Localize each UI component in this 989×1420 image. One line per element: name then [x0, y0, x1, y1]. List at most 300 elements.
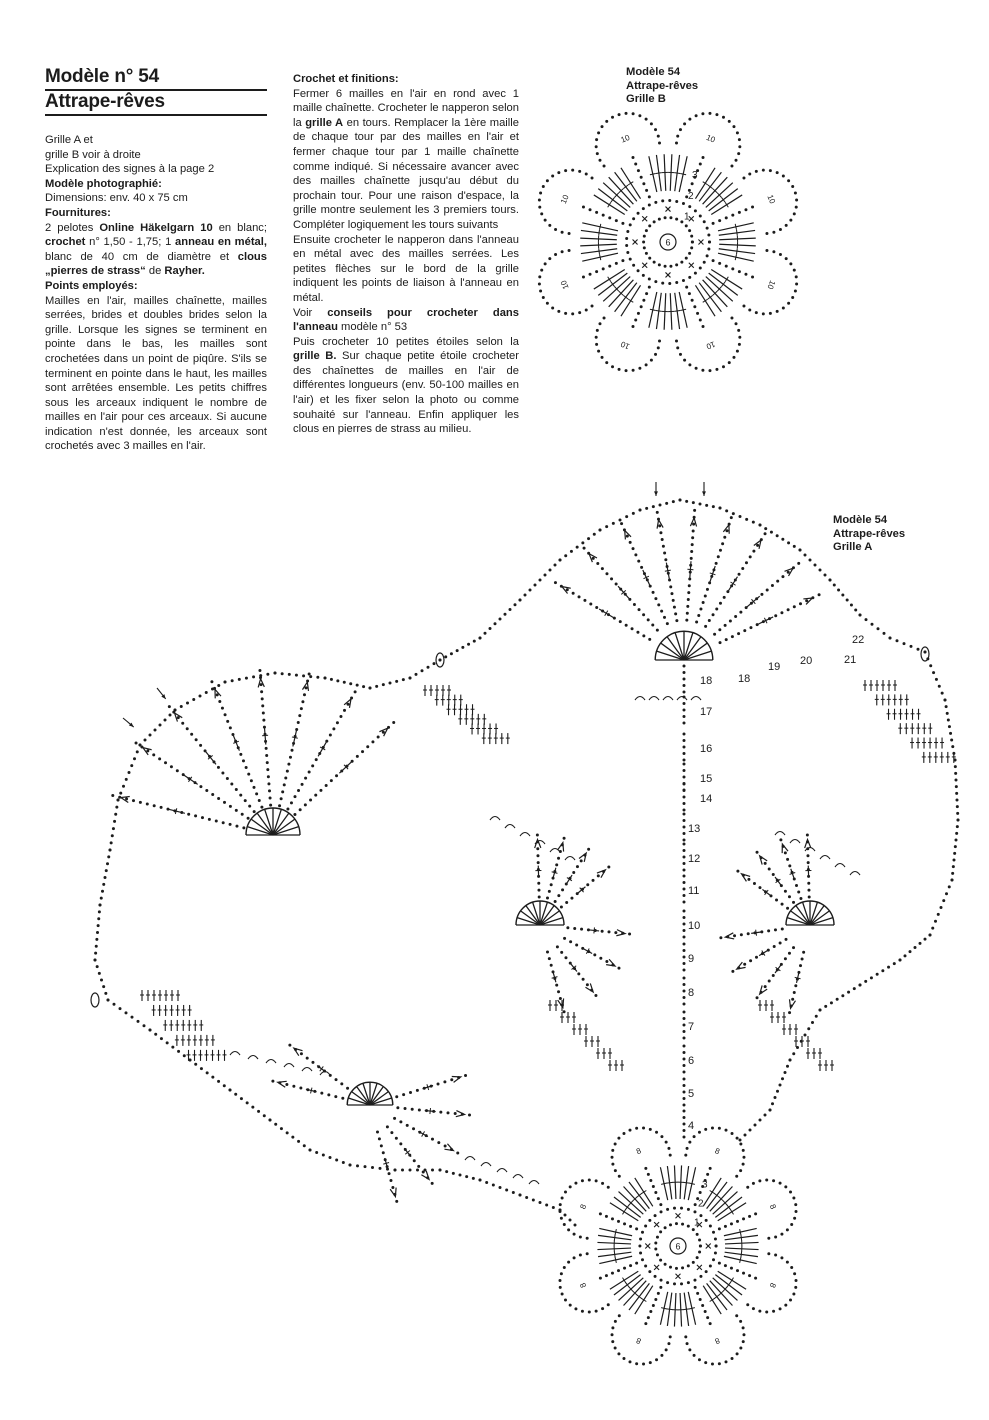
chain-stitch: [683, 763, 686, 766]
chain-stitch: [690, 550, 693, 553]
chain-stitch: [266, 761, 269, 764]
chain-stitch: [747, 932, 750, 935]
chain-stitch: [751, 205, 754, 208]
chain-stitch: [742, 1333, 745, 1336]
chain-stitch: [949, 732, 952, 735]
row-number: 21: [844, 654, 857, 666]
chain-stitch: [199, 695, 202, 698]
chain-stitch: [637, 269, 640, 272]
chain-stitch: [595, 606, 598, 609]
chain-stitch: [745, 561, 748, 564]
chain-stitch: [578, 595, 581, 598]
chain-stitch: [683, 769, 686, 772]
chain-stitch: [640, 566, 643, 569]
chain-stitch: [154, 729, 157, 732]
fan-stitch: [265, 809, 273, 835]
chain-stitch: [314, 794, 317, 797]
chain-stitch: [104, 992, 107, 995]
chain-stitch: [795, 1210, 798, 1213]
chain-stitch: [564, 1214, 567, 1217]
chain-stitch: [793, 1217, 796, 1220]
chain-stitch: [735, 159, 738, 162]
chain-stitch: [781, 538, 784, 541]
chain-stitch: [250, 779, 253, 782]
treble-crossbar: [730, 1278, 733, 1283]
chain-stitch: [683, 759, 686, 762]
chain-stitch: [377, 736, 380, 739]
chain-stitch: [559, 1203, 562, 1206]
chain-stitch: [795, 275, 798, 278]
chain-stitch: [706, 254, 709, 257]
chain-stitch: [736, 1137, 739, 1140]
chain-stitch: [945, 705, 948, 708]
row-number: 15: [700, 773, 713, 785]
chain-stitch: [668, 199, 671, 202]
chain-stitch: [119, 792, 122, 795]
chain-stitch: [190, 733, 193, 736]
chain-stitch: [683, 1084, 686, 1087]
chain-stitch: [192, 698, 195, 701]
chain-stitch: [341, 1097, 344, 1100]
shell-stitch: [266, 1060, 276, 1064]
chain-stitch: [598, 159, 601, 162]
chain-stitch: [953, 852, 956, 855]
chain-stitch: [597, 874, 600, 877]
chain-stitch: [791, 998, 794, 1001]
chain-stitch: [706, 227, 709, 230]
chain-stitch: [883, 632, 886, 635]
arc-count: 10: [765, 193, 778, 206]
chain-stitch: [484, 632, 487, 635]
fan-stitch: [661, 643, 684, 660]
supplies-t3: n° 1,50 - 1,75; 1: [85, 236, 176, 249]
chain-stitch: [260, 683, 263, 686]
chain-stitch: [557, 990, 560, 993]
chain-stitch: [139, 744, 142, 747]
chain-stitch: [554, 253, 557, 256]
chain-stitch: [654, 128, 657, 131]
chain-stitch: [893, 962, 896, 965]
chain-stitch: [431, 1182, 434, 1185]
chain-stitch: [654, 1248, 657, 1251]
chain-stitch: [260, 806, 263, 809]
chain-stitch: [786, 1261, 789, 1264]
chain-stitch: [611, 365, 614, 368]
chain-stitch: [657, 346, 660, 349]
chain-stitch: [561, 250, 564, 253]
chain-stitch: [394, 1169, 397, 1172]
chain-stitch: [688, 276, 691, 279]
chain-stitch: [650, 359, 653, 362]
chain-stitch: [343, 709, 346, 712]
chain-stitch: [631, 325, 634, 328]
supplies-yarn: Online Häkelgarn 10: [99, 221, 213, 234]
chain-stitch: [683, 671, 686, 674]
chain-stitch: [619, 519, 622, 522]
chain-stitch: [755, 311, 758, 314]
connection-arrow-head: [702, 491, 706, 496]
chain-stitch: [611, 1149, 614, 1152]
chain-stitch: [229, 726, 232, 729]
chain-stitch: [244, 799, 247, 802]
chain-stitch: [625, 244, 628, 247]
chain-stitch: [742, 1326, 745, 1329]
treble-crossbar: [741, 1235, 742, 1241]
chain-stitch: [752, 1182, 755, 1185]
chain-stitch: [786, 907, 789, 910]
chain-stitch: [683, 856, 686, 859]
chain-stitch: [102, 985, 105, 988]
chain-stitch: [654, 201, 657, 204]
chain-stitch: [799, 964, 802, 967]
chain-stitch: [329, 734, 332, 737]
chain-stitch: [661, 538, 664, 541]
chain-stitch: [287, 763, 290, 766]
chain-stitch: [749, 959, 752, 962]
chain-stitch: [265, 747, 268, 750]
chain-stitch: [723, 596, 726, 599]
chain-stitch: [709, 1167, 712, 1170]
chain-stitch: [789, 1299, 792, 1302]
chain-stitch: [683, 1037, 686, 1040]
chain-stitch: [704, 1361, 707, 1364]
shell-stitch: [635, 697, 645, 701]
treble-crossbar: [641, 1298, 646, 1301]
chain-stitch: [718, 1262, 721, 1265]
chain-stitch: [747, 878, 750, 881]
treble-crossbar: [689, 1308, 695, 1309]
chain-stitch: [617, 1137, 620, 1140]
chain-stitch: [725, 1129, 728, 1132]
row-number: 4: [688, 1120, 695, 1132]
chain-stitch: [637, 169, 640, 172]
chain-stitch: [416, 1169, 419, 1172]
chain-stitch: [309, 799, 312, 802]
chain-stitch: [675, 619, 678, 622]
chain-stitch: [512, 1191, 515, 1194]
chain-stitch: [278, 804, 281, 807]
treble-crossbar: [735, 224, 736, 230]
chain-stitch: [187, 813, 190, 816]
chain-stitch: [782, 175, 785, 178]
row-number: 17: [700, 706, 713, 718]
chain-stitch: [97, 917, 100, 920]
chain-stitch: [642, 1363, 645, 1366]
chain-stitch: [663, 616, 666, 619]
chain-stitch: [265, 754, 268, 757]
chain-stitch: [245, 677, 248, 680]
chain-stitch: [241, 813, 244, 816]
chain-stitch: [701, 369, 704, 372]
chain-stitch: [101, 890, 104, 893]
chain-stitch: [942, 899, 945, 902]
chain-stitch: [595, 211, 598, 214]
chain-stitch: [669, 585, 672, 588]
treble-crossbar: [599, 254, 600, 260]
chain-stitch: [719, 602, 722, 605]
chain-stitch: [683, 691, 686, 694]
treble-crossbar: [175, 808, 176, 814]
chain-stitch: [636, 631, 639, 634]
chain-stitch: [683, 1116, 686, 1119]
treble-crossbar: [741, 1251, 742, 1257]
grid-a-pattern: [91, 482, 960, 1227]
chain-stitch: [539, 1201, 542, 1204]
chain-stitch: [739, 1142, 742, 1145]
chain-stitch: [708, 241, 711, 244]
chain-stitch: [651, 624, 654, 627]
chain-stitch: [940, 906, 943, 909]
chain-stitch: [762, 312, 765, 315]
chain-stitch: [685, 619, 688, 622]
chain-stitch: [291, 1136, 294, 1139]
treble-crossbar: [599, 224, 600, 230]
treble-crossbar: [615, 1257, 616, 1263]
chain-stitch: [709, 1224, 712, 1227]
chain-stitch: [683, 359, 686, 362]
chain-stitch: [687, 1281, 690, 1284]
chain-stitch: [924, 651, 927, 654]
chain-stitch: [153, 804, 156, 807]
chain-stitch: [722, 365, 725, 368]
chain-stitch: [717, 555, 720, 558]
chain-stitch: [109, 849, 112, 852]
chain-stitch: [283, 783, 286, 786]
finishing-advice-ref: conseils pour crocheter dans l'anneau: [293, 306, 519, 334]
chain-stitch: [691, 241, 694, 244]
chain-stitch: [663, 551, 666, 554]
chain-stitch: [691, 299, 694, 302]
chain-stitch: [683, 1129, 686, 1132]
chain-stitch: [685, 500, 688, 503]
chain-stitch: [865, 618, 868, 621]
chain-stitch: [615, 219, 618, 222]
supplies-hook: crochet: [45, 236, 86, 249]
chain-stitch: [756, 851, 759, 854]
treble-crossbar: [614, 1251, 615, 1257]
chain-stitch: [776, 1090, 779, 1093]
chain-stitch: [574, 1182, 577, 1185]
treble-crossbar: [628, 299, 633, 302]
chain-stitch: [793, 269, 796, 272]
chain-stitch: [681, 1223, 684, 1226]
chain-stitch: [772, 1310, 775, 1313]
chain-stitch: [699, 607, 702, 610]
shell-stitch: [775, 832, 785, 836]
chain-stitch: [694, 1286, 697, 1289]
chain-stitch: [859, 614, 862, 617]
chain-stitch: [665, 1348, 668, 1351]
chain-stitch: [731, 214, 734, 217]
chain-stitch: [721, 542, 724, 545]
chain-stitch: [605, 1274, 608, 1277]
chain-stitch: [231, 679, 234, 682]
chain-stitch: [199, 785, 202, 788]
chain-stitch: [781, 575, 784, 578]
chain-stitch: [956, 812, 959, 815]
chain-stitch: [588, 1310, 591, 1313]
chain-stitch: [539, 192, 542, 195]
chain-stitch: [626, 251, 629, 254]
chain-stitch: [688, 229, 691, 232]
chain-stitch: [955, 832, 958, 835]
chain-stitch: [211, 793, 214, 796]
chain-stitch: [792, 901, 795, 904]
treble-crossbar: [703, 299, 708, 302]
treble-crossbar: [689, 1183, 695, 1184]
chain-stitch: [580, 859, 583, 862]
chain-stitch: [948, 885, 951, 888]
chain-stitch: [563, 1266, 566, 1269]
chain-stitch: [226, 720, 229, 723]
chain-stitch: [683, 1058, 686, 1061]
chain-stitch: [692, 523, 695, 526]
chain-stitch: [688, 577, 691, 580]
chain-stitch: [738, 573, 741, 576]
chain-stitch: [770, 531, 773, 534]
chain-stitch: [744, 1134, 747, 1137]
chain-stitch: [683, 832, 686, 835]
chain-stitch: [183, 1054, 186, 1057]
chain-stitch: [679, 128, 682, 131]
chain-stitch: [205, 789, 208, 792]
chain-stitch: [683, 678, 686, 681]
chain-stitch: [594, 994, 597, 997]
shell-stitch: [248, 1056, 258, 1060]
row-number: 20: [800, 655, 813, 667]
chain-stitch: [564, 312, 567, 315]
chain-stitch: [539, 289, 542, 292]
chain-stitch: [712, 222, 715, 225]
chain-stitch: [298, 714, 301, 717]
fan-stitch: [684, 651, 711, 660]
chain-stitch: [587, 848, 590, 851]
chain-stitch: [315, 758, 318, 761]
finishing-grid-b-ref: grille B.: [293, 350, 337, 363]
chain-stitch: [715, 1245, 718, 1248]
chain-stitch: [956, 825, 959, 828]
chain-stitch: [300, 1052, 303, 1055]
chain-stitch: [550, 883, 553, 886]
chain-stitch: [758, 886, 761, 889]
chain-stitch: [785, 224, 788, 227]
chain-stitch: [514, 603, 517, 606]
chain-stitch: [297, 789, 300, 792]
chain-stitch: [771, 584, 774, 587]
chain-stitch: [752, 550, 755, 553]
supplies-t5: de: [145, 265, 165, 278]
chain-stitch: [725, 1360, 728, 1363]
treble-crossbar: [674, 311, 680, 312]
chain-stitch: [302, 674, 305, 677]
chain-stitch: [637, 312, 640, 315]
chain-stitch: [632, 512, 635, 515]
chain-stitch: [739, 611, 742, 614]
chain-stitch: [754, 1212, 757, 1215]
chain-stitch: [742, 1156, 745, 1159]
chain-stitch: [683, 869, 686, 872]
chain-stitch: [644, 1265, 647, 1268]
row-number: 11: [688, 885, 700, 897]
chain-stitch: [538, 199, 541, 202]
chain-stitch: [683, 1030, 686, 1033]
chain-stitch: [238, 678, 241, 681]
chain-stitch: [454, 1112, 457, 1115]
chain-stitch: [683, 1123, 686, 1126]
chain-stitch: [467, 643, 470, 646]
chain-stitch: [99, 904, 102, 907]
chain-stitch: [605, 525, 608, 528]
chain-stitch: [850, 604, 853, 607]
chain-stitch: [929, 934, 932, 937]
chain-stitch: [742, 304, 745, 307]
chain-stitch: [759, 524, 762, 527]
chain-stitch: [748, 1274, 751, 1277]
chain-stitch: [792, 946, 795, 949]
chain-stitch: [788, 952, 791, 955]
chain-stitch: [683, 962, 686, 965]
supplies-t4: blanc de 40 cm de diamètre et: [45, 250, 238, 263]
chain-stitch: [787, 541, 790, 544]
chain-stitch: [675, 142, 678, 145]
chain-stitch: [586, 983, 589, 986]
chain-stitch: [788, 895, 791, 898]
chain-stitch: [683, 1024, 686, 1027]
chain-stitch: [657, 1292, 660, 1295]
chain-stitch: [693, 509, 696, 512]
chain-stitch: [554, 900, 557, 903]
chain-stitch: [223, 1084, 226, 1087]
chain-stitch: [371, 1166, 374, 1169]
chain-stitch: [653, 220, 656, 223]
arc-count: 8: [713, 1335, 722, 1346]
chain-stitch: [607, 866, 610, 869]
chain-stitch: [745, 518, 748, 521]
chain-stitch: [701, 112, 704, 115]
chain-stitch: [661, 199, 664, 202]
chain-stitch: [210, 680, 213, 683]
chain-stitch: [705, 1270, 708, 1273]
treble-crossbar: [311, 1088, 312, 1094]
chain-stitch: [128, 771, 131, 774]
chain-stitch: [550, 964, 553, 967]
chain-stitch: [621, 259, 624, 262]
chain-stitch: [152, 753, 155, 756]
chain-stitch: [693, 1354, 696, 1357]
chain-stitch: [695, 621, 698, 624]
chain-stitch: [690, 235, 693, 238]
chain-stitch: [795, 206, 798, 209]
chain-stitch: [340, 1082, 343, 1085]
chain-stitch: [595, 270, 598, 273]
chain-stitch: [542, 296, 545, 299]
chain-stitch: [841, 994, 844, 997]
row-number: 6: [688, 1055, 695, 1067]
chain-stitch: [242, 826, 245, 829]
chain-stitch: [807, 882, 810, 885]
chain-stitch: [950, 739, 953, 742]
chain-stitch: [680, 261, 683, 264]
chain-stitch: [166, 1041, 169, 1044]
chain-stitch: [569, 940, 572, 943]
chain-stitch: [772, 974, 775, 977]
chain-stitch: [712, 613, 715, 616]
chain-stitch: [704, 594, 707, 597]
chain-stitch: [794, 1203, 797, 1206]
chain-stitch: [638, 608, 641, 611]
chain-stitch: [792, 1196, 795, 1199]
chain-stitch: [715, 113, 718, 116]
